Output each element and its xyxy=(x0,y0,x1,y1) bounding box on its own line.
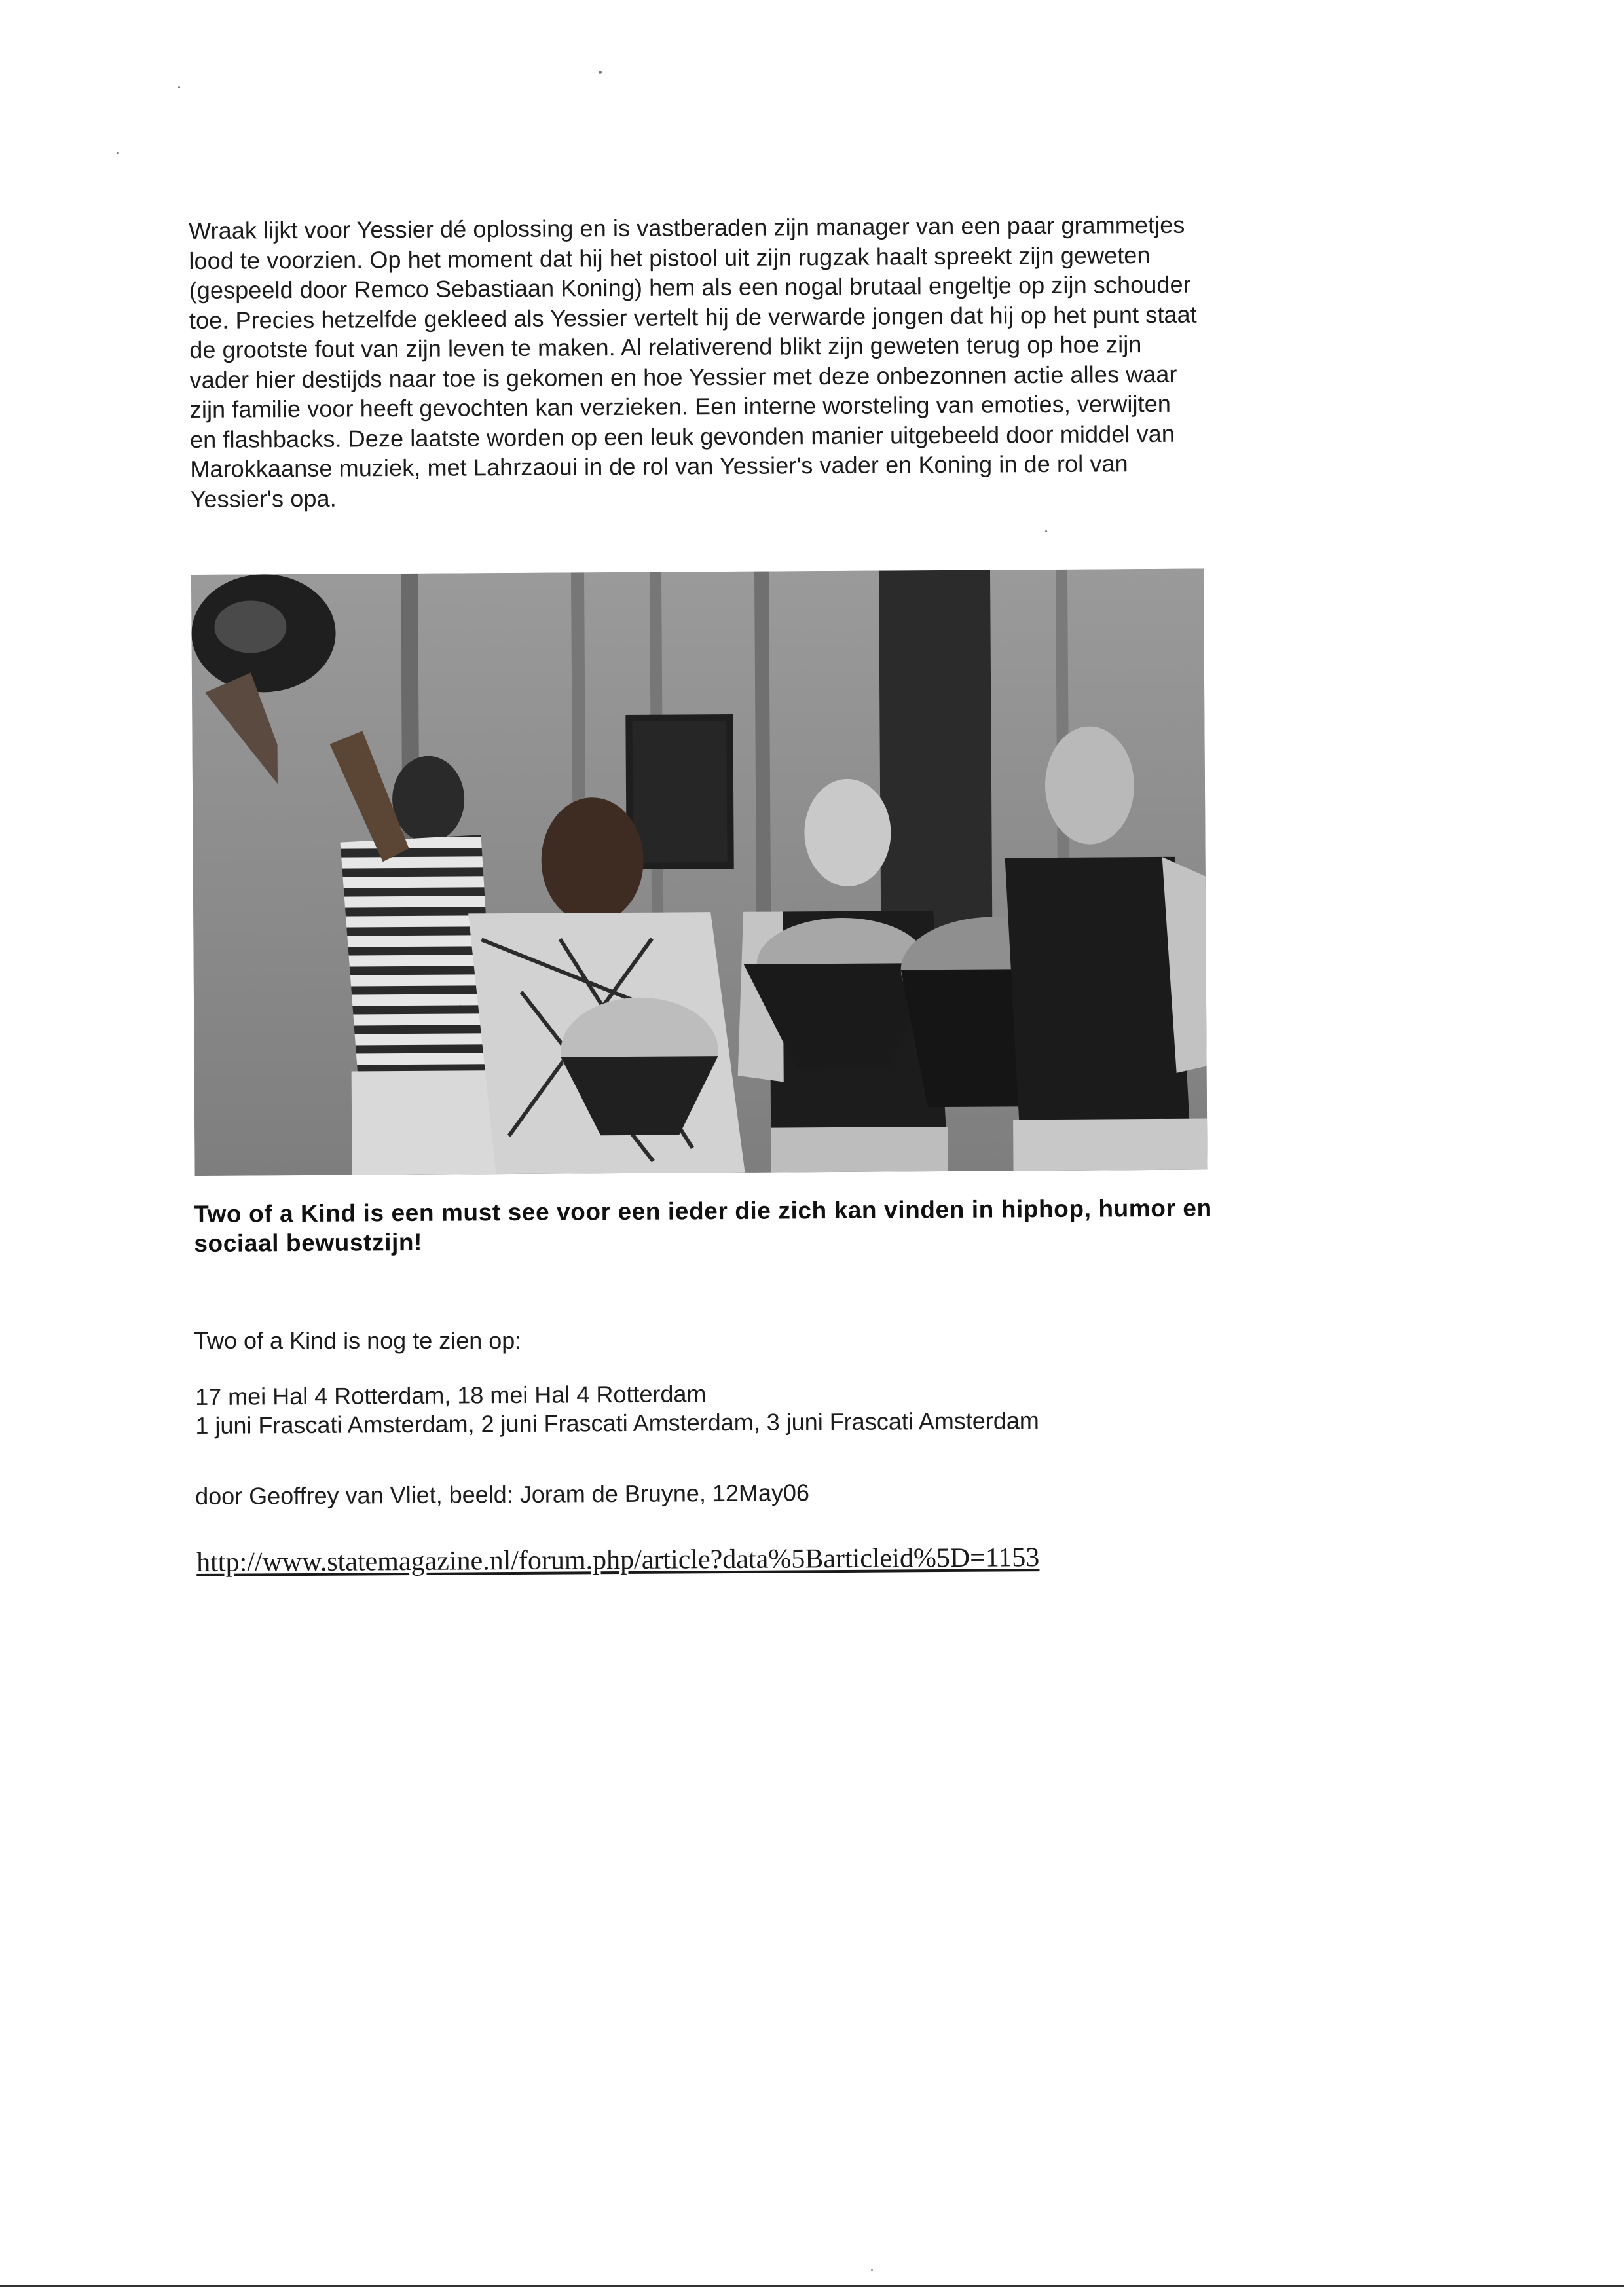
scan-speck xyxy=(599,71,602,74)
tagline: Two of a Kind is een must see voor een ieder die zich kan vinden in hiphop, humor en sociaal bewustzijn! xyxy=(194,1194,1212,1257)
source-url-link[interactable]: http://www.statemagazine.nl/forum.php/article?data%5Barticleid%5D=1153 xyxy=(196,1542,1040,1578)
scan-speck xyxy=(1045,530,1047,532)
scan-edge-line xyxy=(0,2285,1624,2287)
scan-speck xyxy=(178,86,180,88)
cast-photo xyxy=(191,569,1208,1176)
schedule-heading: Two of a Kind is nog te zien op: xyxy=(194,1327,522,1354)
schedule-line: 17 mei Hal 4 Rotterdam, 18 mei Hal 4 Rotterdam xyxy=(195,1380,707,1410)
scan-speck xyxy=(871,2269,873,2271)
byline-credit: door Geoffrey van Vliet, beeld: Joram de Bruyne, 12May06 xyxy=(195,1479,810,1510)
schedule-line: 1 juni Frascati Amsterdam, 2 juni Frascati Amsterdam, 3 juni Frascati Amsterdam xyxy=(195,1407,1039,1439)
scan-speck xyxy=(117,152,119,154)
article-body: Wraak lijkt voor Yessier dé oplossing en is vastberaden zijn manager van een paar grammetjes lood te voorzien. Op het moment dat hij het pistool uit zijn rugzak haalt spreekt zijn geweten (gespeeld door Remco Sebastiaan Koning) hem als een nogal brutaal engeltje op zijn schouder toe. Precies hetzelfde gekleed als Yessier vertelt hij de verwarde jongen dat hij op het punt staat de grootste fout van zijn leven te maken. Al relativerend blikt zijn geweten terug op hoe zijn vader hier destijds naar toe is gekomen en hoe Yessier met deze onbezonnen actie alles waar zijn familie voor heeft gevochten kan verzieken. Een interne worsteling van emoties, verwijten en flashbacks. Deze laatste worden op een leuk gevonden manier uitgebeeld door middel van Marokkaanse muziek, met Lahrzaoui in de rol van Yessier's vader en Koning in de rol van Yessier's opa. xyxy=(189,211,1197,513)
schedule-list xyxy=(195,1377,1039,1440)
